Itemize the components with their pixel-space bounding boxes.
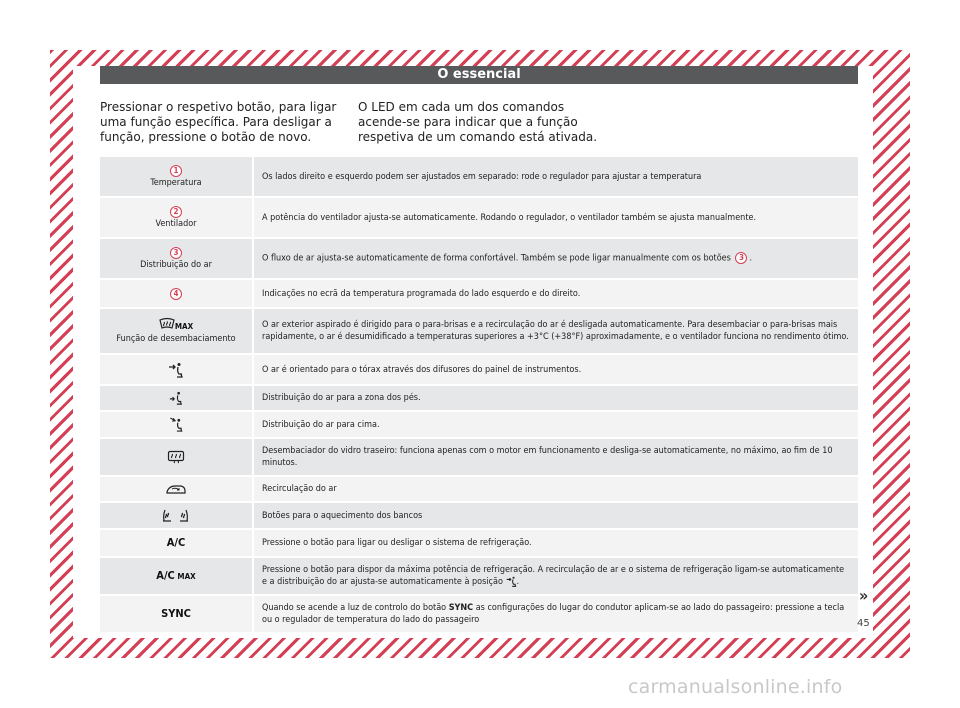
table-row [100, 439, 858, 477]
table-row [100, 477, 858, 503]
callout-number: 3 [170, 247, 182, 259]
table-row [100, 239, 858, 280]
row-description: Distribuição do ar para a zona dos pés. [262, 393, 421, 403]
table-row [100, 503, 858, 530]
row-label: Função de desembaciamento [116, 334, 236, 344]
callout-number: 2 [170, 206, 182, 218]
table-row [100, 558, 858, 596]
row-label: Ventilador [155, 218, 197, 229]
row-description: A potência do ventilador ajusta-se automaticamente. Rodando o regulador, o ventilador também se ajusta manualmente. [262, 212, 757, 223]
row-description: Recirculação do ar [262, 484, 337, 494]
table-row [100, 412, 858, 439]
row-description: Desembaciador do vidro traseiro: funciona apenas com o motor em funcionamento e desliga-se automaticamente, no máximo, ao fim de 10 minutos. [262, 446, 833, 468]
watermark: carmanualsonline.info [628, 676, 843, 698]
intro-text-left: Pressionar o respetivo botão, para ligar uma função específica. Para desligar a função, pressione o botão de novo. [100, 100, 337, 144]
continued-marker: » [859, 586, 869, 605]
airflow-chest-icon [506, 576, 517, 587]
row-description: Quando se acende a luz de controlo do botão SYNC as configurações do lugar do condutor aplicam-se ao lado do passageiro: pressione a tecla ou o regulador de temperatura do lado do passageiro [262, 603, 845, 625]
row-description: Pressione o botão para ligar ou desligar o sistema de refrigeração. [262, 538, 532, 548]
max-label: MAX [174, 322, 194, 331]
sync-inline-icon: SYNC [448, 603, 474, 613]
row-description: Pressione o botão para dispor da máxima potência de refrigeração. A recirculação de ar e o sistema de refrigeração ligam-se automaticamente e a distribuição do ar ajusta-se automaticamente à posição . [262, 565, 845, 587]
table-row [100, 280, 858, 309]
table-row [100, 309, 858, 355]
airflow-chest-icon [168, 362, 184, 378]
page-title: O essencial [100, 66, 858, 84]
callout-number: 1 [170, 165, 182, 177]
recirculation-icon [166, 483, 186, 495]
row-description: Botões para o aquecimento dos bancos [262, 510, 423, 521]
airflow-feet-icon [168, 391, 184, 405]
callout-number: 4 [170, 288, 182, 300]
controls-table [100, 157, 858, 634]
row-description: Indicações no ecrã da temperatura programada do lado esquerdo e do direito. [262, 288, 581, 299]
row-description: O ar é orientado para o tórax através dos difusores do painel de instrumentos. [262, 364, 582, 375]
callout-number: 3 [735, 252, 747, 264]
row-label: Temperatura [150, 177, 202, 188]
table-row [100, 596, 858, 634]
row-description: O fluxo de ar ajusta-se automaticamente de forma confortável. Também se pode ligar manualmente com os botões 3 . [262, 253, 753, 264]
row-description: Distribuição do ar para cima. [262, 419, 380, 430]
rear-defrost-icon [167, 450, 185, 464]
seat-heating-icon [160, 509, 192, 523]
table-row [100, 198, 858, 239]
windshield-defrost-max-icon [159, 317, 175, 329]
table-row [100, 157, 858, 198]
table-row [100, 530, 858, 558]
sync-button-icon: SYNC [161, 607, 191, 620]
max-label: MAX [177, 571, 196, 581]
row-description: O ar exterior aspirado é dirigido para o para-brisas e a recirculação do ar é desligada automaticamente. Para desembaciar o para-brisas mais rapidamente, o ar é desumidificado a temperaturas superiores a +3°C (+38°F) aproximadamente, e o ventilador funciona no rendimento ótimo. [262, 320, 849, 342]
intro-text-right: O LED em cada um dos comandos acende-se para indicar que a função respetiva de um comando está ativada. [358, 100, 598, 144]
table-row [100, 355, 858, 386]
page-number: 45 [857, 618, 870, 629]
manual-page [73, 66, 873, 638]
table-row [100, 386, 858, 412]
ac-button-icon: A/C [156, 568, 175, 582]
airflow-up-icon [168, 417, 184, 432]
ac-button-icon: A/C [166, 536, 186, 549]
row-label: Distribuição do ar [140, 259, 212, 270]
row-description: Os lados direito e esquerdo podem ser ajustados em separado: rode o regulador para ajustar a temperatura [262, 171, 702, 182]
